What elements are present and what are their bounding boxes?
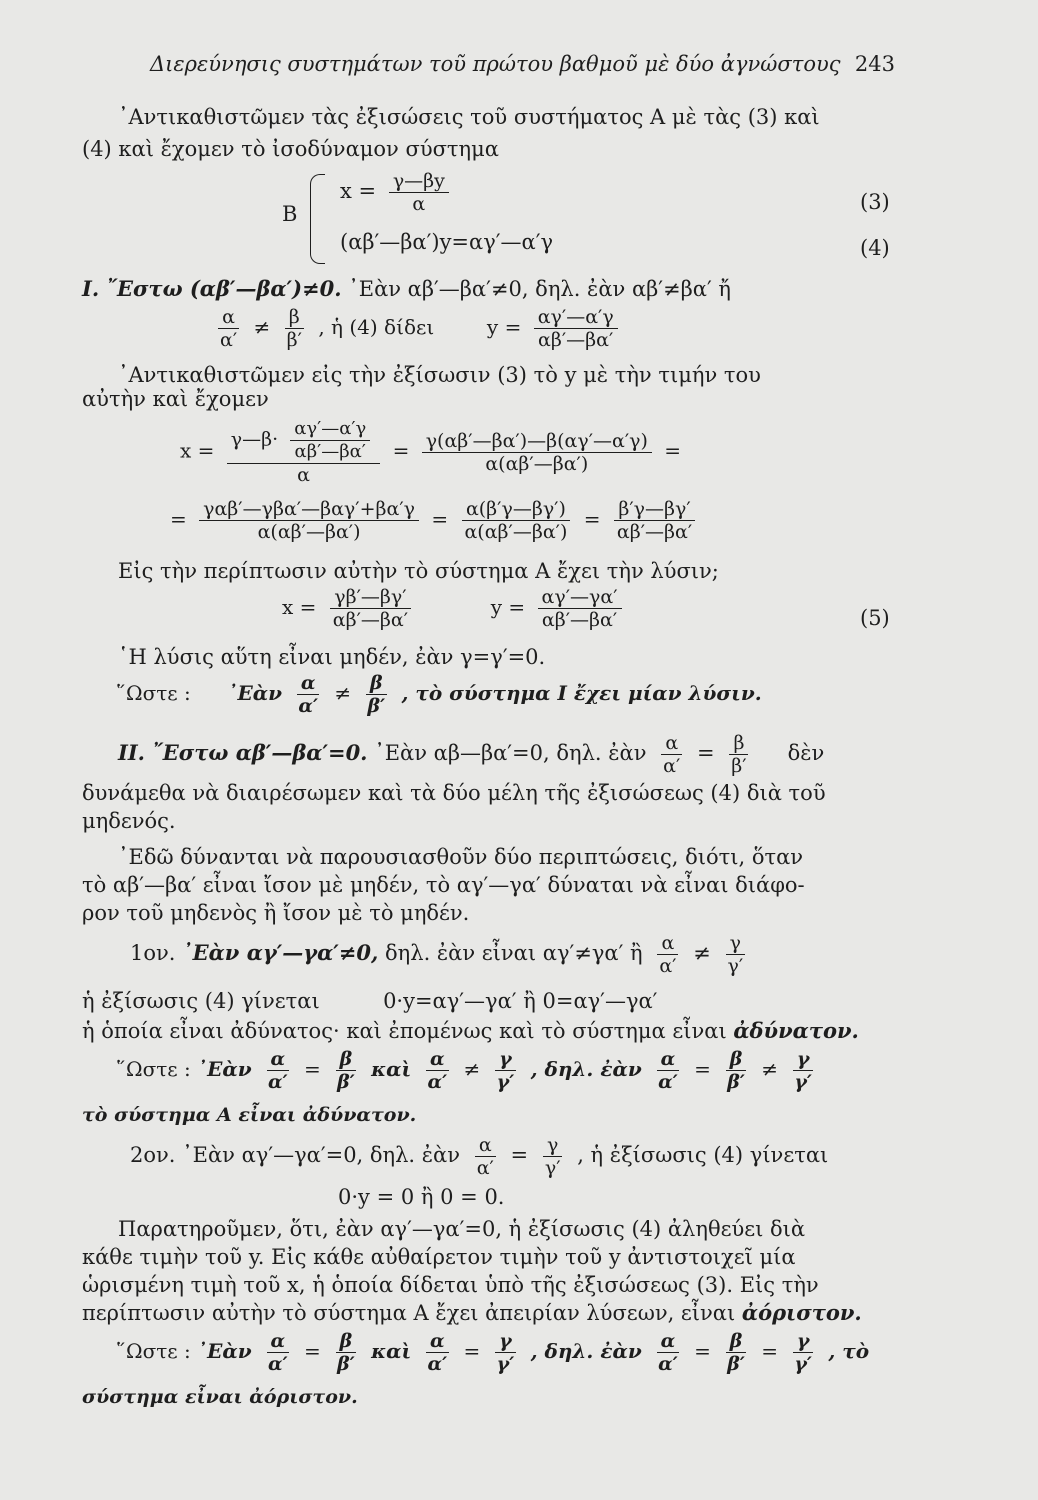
f: [424, 1048, 452, 1093]
ean: ᾿Εὰν: [227, 681, 282, 705]
sub2-para-2: κάθε τιμὴν τοῦ y. Εἰς κάθε αὐθαίρετον τιμὴν τοῦ y ἀντιστοιχεῖ μία: [82, 1245, 796, 1269]
eq-sign: =: [694, 1057, 711, 1081]
num: γαβ′—γβα′—βαγ′+βα′γ: [199, 498, 419, 521]
y-eq: y =: [490, 595, 526, 619]
frac-b-b1: [283, 306, 306, 351]
case2-line: [118, 732, 824, 777]
subst-line-1: ᾿Αντικαθιστῶμεν εἰς τὴν ἐξίσωσιν (3) τὸ y μὲ τὴν τιμήν του: [118, 363, 761, 387]
num: α: [297, 672, 320, 695]
f: [424, 1330, 452, 1375]
den: γ′: [496, 1071, 515, 1093]
system-eq-2: (αβ′—βα′)y=αγ′—α′γ: [340, 230, 554, 254]
sub2-tail: , ἡ ἐξίσωσις (4) γίνεται: [577, 1143, 829, 1167]
f: [264, 1330, 292, 1375]
sub1-last: τὸ σύστημα Α εἶναι ἀδύνατον.: [82, 1104, 417, 1126]
ean: ᾿Εὰν: [197, 1057, 252, 1081]
eq1-den: α: [412, 193, 426, 215]
inner-top: γ—β·: [230, 428, 279, 451]
eq-tag-3: (3): [860, 190, 890, 214]
eq-sign: =: [510, 1143, 529, 1167]
case1-conclusion: [116, 672, 762, 717]
num: β: [336, 1330, 357, 1353]
den: γ′: [794, 1071, 812, 1093]
den: α′: [476, 1157, 494, 1179]
num: α: [267, 1330, 290, 1353]
frac-y: [534, 306, 618, 351]
den: α′: [658, 1071, 678, 1093]
dil: , δηλ. ἐὰν: [530, 1339, 642, 1363]
sub1-conclusion: [116, 1048, 822, 1093]
eq-sign: =: [304, 1339, 321, 1363]
eq-sign: =: [392, 438, 410, 463]
eq-tag-4: (4): [860, 236, 890, 260]
den: γ′: [544, 1157, 561, 1179]
system-brace: [310, 174, 325, 264]
den: α′: [298, 695, 318, 717]
frac-b-b1: [727, 732, 750, 777]
num: α: [475, 1134, 496, 1157]
f: [473, 1134, 498, 1179]
den: α: [297, 464, 310, 486]
num: α(β′γ—βγ′): [462, 498, 570, 521]
p4b: ἀόριστον.: [741, 1300, 862, 1325]
eq-sign: =: [761, 1339, 779, 1363]
num: α: [657, 932, 678, 955]
num: β: [726, 1330, 747, 1353]
system-label: Β: [282, 202, 298, 226]
den: γ′: [496, 1353, 515, 1375]
frac-a-a1: [659, 732, 684, 777]
den: α′: [427, 1353, 448, 1375]
num: β′γ—βγ′: [614, 498, 694, 521]
sub2-conclusion: [116, 1330, 869, 1375]
case1-line: [82, 274, 898, 306]
hoste: ῞Ωστε :: [116, 1057, 191, 1081]
den: αβ′—βα′: [541, 609, 618, 631]
eq-tag-5: (5): [860, 606, 890, 630]
sub1-cond: ᾿Εὰν αγ′—γα′≠0,: [182, 940, 379, 965]
case2-text: ᾿Εὰν αβ—βα′=0, δηλ. ἐὰν: [374, 741, 647, 765]
num: β: [729, 732, 748, 755]
den: αβ′—βα′: [538, 329, 614, 351]
case2-heading: II. ῎Εστω αβ′—βα′=0.: [118, 740, 368, 765]
f: [654, 1330, 682, 1375]
frac-g-g1: [723, 932, 747, 977]
f: [493, 1048, 519, 1093]
y-eq: y =: [486, 315, 522, 339]
sub2-last: σύστημα εἶναι ἀόριστον.: [82, 1386, 358, 1408]
num: β: [336, 1048, 357, 1071]
eq1-num: γ—βy: [389, 170, 449, 193]
page-number: 243: [854, 52, 895, 76]
den: α′: [663, 755, 681, 777]
den: β′: [337, 1353, 355, 1375]
case2-para-3: ρον τοῦ μηδενὸς ἢ ἴσον μὲ τὸ μηδέν.: [82, 901, 470, 925]
p4a: περίπτωσιν αὐτὴν τὸ σύστημα Α ἔχει ἀπειρίαν λύσεων, εἶναι: [82, 1301, 736, 1325]
sub2-para-4: [82, 1298, 898, 1330]
deriv-x: x =: [180, 438, 215, 463]
running-header: [150, 52, 895, 82]
dil: , δηλ. ἐὰν: [530, 1057, 642, 1081]
f: [541, 1134, 565, 1179]
intro-line-1: ᾿Αντικαθιστῶμεν τὰς ἐξισώσεις τοῦ συστήματος Α μὲ τὰς (3) καὶ: [118, 105, 820, 129]
den: α′: [659, 955, 677, 977]
den: αβ′—βα′: [332, 609, 409, 631]
frac-a-a1: [216, 306, 241, 351]
sub1-line-3: [82, 1016, 898, 1048]
f: [654, 1048, 682, 1093]
f: [723, 1048, 749, 1093]
sub1-text: δηλ. ἐὰν εἶναι αγ′≠γα′ ἢ: [385, 941, 643, 965]
den: β′: [337, 1071, 355, 1093]
sub2-para-3: ὡρισμένη τιμὴ τοῦ x, ἡ ὁποία δίδεται ὑπὸ τῆς ἐξισώσεως (3). Εἰς τὴν: [82, 1273, 819, 1297]
frac-b-b1: [363, 672, 389, 717]
den: α′: [268, 1071, 288, 1093]
sub2-para-1: Παρατηροῦμεν, ὅτι, ἐὰν αγ′—γα′=0, ἡ ἐξίσωσις (4) ἀληθεύει διὰ: [118, 1217, 806, 1241]
case2-tail: δὲν: [787, 741, 825, 765]
subst-line-2: αὐτὴν καὶ ἔχομεν: [82, 387, 269, 411]
deriv-frac-3: [460, 498, 571, 543]
den: γ′: [727, 955, 744, 977]
deriv-frac-4: [613, 498, 696, 543]
den: αβ′—βα′: [294, 441, 366, 462]
num: α: [267, 1048, 290, 1071]
eq-sign: =: [431, 507, 449, 531]
sub1-line: [130, 932, 753, 977]
compound-num: [227, 418, 380, 464]
case2-line-2: δυνάμεθα νὰ διαιρέσωμεν καὶ τὰ δύο μέλη τῆς ἐξισώσεως (4) διὰ τοῦ: [82, 781, 826, 805]
sub2-line: [130, 1134, 828, 1179]
case1-mid: , ἡ (4) δίδει: [318, 315, 435, 339]
neq-sign: ≠: [334, 681, 352, 705]
den: α′: [268, 1353, 288, 1375]
f: [333, 1330, 359, 1375]
num: γ: [793, 1048, 814, 1071]
sub2-eqline: 0·y = 0 ἢ 0 = 0.: [338, 1185, 505, 1209]
frac-a-a1: [294, 672, 322, 717]
eq-sign: =: [664, 438, 682, 463]
num: αγ′—γα′: [538, 586, 622, 609]
inner-fraction: [290, 418, 370, 463]
eq-sign: =: [304, 1057, 321, 1081]
eq-sign: =: [697, 741, 715, 765]
den: β′: [367, 695, 386, 717]
num: α: [426, 1048, 449, 1071]
hoste: ῞Ωστε :: [116, 1339, 191, 1363]
sub1-l2b: 0·y=αγ′—γα′ ἢ 0=αγ′—γα′: [383, 989, 658, 1013]
conclusion: , τὸ σύστημα I ἔχει μίαν λύσιν.: [401, 681, 762, 705]
num: γ: [495, 1048, 516, 1071]
num: β: [285, 306, 304, 329]
den: αβ′—βα′: [616, 521, 693, 543]
den: γ′: [794, 1353, 812, 1375]
num: β: [366, 672, 387, 695]
deriv-frac-1: [422, 430, 652, 475]
sub1-l3a: ἡ ὁποία εἶναι ἀδύνατος· καὶ ἐπομένως καὶ τὸ σύστημα εἶναι: [82, 1019, 727, 1043]
sol-y-frac: [538, 586, 622, 631]
neq-sign: ≠: [761, 1057, 779, 1081]
f: [333, 1048, 359, 1093]
eq-sign: =: [463, 1339, 481, 1363]
to: , τὸ: [828, 1339, 870, 1363]
frac-a-a1: [655, 932, 680, 977]
sub2-label: 2ον.: [130, 1143, 176, 1167]
ean: ᾿Εὰν: [197, 1339, 252, 1363]
den: β′: [286, 329, 302, 351]
den: β′: [731, 755, 747, 777]
solution-intro: Εἰς τὴν περίπτωσιν αὐτὴν τὸ σύστημα Α ἔχει τὴν λύσιν;: [118, 559, 719, 583]
f: [264, 1048, 292, 1093]
sub2-text: ᾿Εὰν αγ′—γα′=0, δηλ. ἐὰν: [182, 1143, 461, 1167]
header-title: Διερεύνησις συστημάτων τοῦ πρώτου βαθμοῦ μὲ δύο ἀγνώστους: [150, 52, 841, 76]
compound-fraction: [227, 418, 380, 486]
eq1-fraction: [389, 170, 449, 215]
num: α: [426, 1330, 449, 1353]
den: α(αβ′—βα′): [485, 452, 589, 475]
sub1-l3b: ἀδύνατον.: [733, 1018, 859, 1043]
den: β′: [727, 1071, 745, 1093]
eq-sign: =: [170, 507, 187, 531]
solution-5: [282, 586, 628, 631]
kai: καὶ: [371, 1057, 412, 1081]
num: α: [657, 1048, 680, 1071]
f: [723, 1330, 749, 1375]
num: αγ′—α′γ: [534, 306, 618, 329]
f: [790, 1048, 816, 1093]
intro-line-2: (4) καὶ ἔχομεν τὸ ἰσοδύναμον σύστημα: [82, 137, 499, 161]
num: γ(αβ′—βα′)—β(αγ′—α′γ): [422, 430, 652, 453]
num: α: [657, 1330, 680, 1353]
kai: καὶ: [371, 1339, 412, 1363]
num: γ: [543, 1134, 562, 1157]
num: α: [218, 306, 239, 329]
neq-sign: ≠: [463, 1057, 481, 1081]
den: α′: [220, 329, 238, 351]
x-eq: x =: [282, 595, 317, 619]
case2-para-1: ᾿Εδῶ δύνανται νὰ παρουσιασθοῦν δύο περιπτώσεις, διότι, ὅταν: [118, 845, 804, 869]
den: α′: [658, 1353, 678, 1375]
den: α(αβ′—βα′): [464, 521, 568, 543]
num: α: [661, 732, 682, 755]
eq-sign: =: [583, 507, 601, 531]
num: γβ′—βγ′: [330, 586, 410, 609]
sub1-l2a: ἡ ἐξίσωσις (4) γίνεται: [82, 989, 320, 1013]
den: β′: [727, 1353, 745, 1375]
derivation-row-1: [180, 418, 681, 486]
den: α(αβ′—βα′): [257, 521, 361, 543]
f: [493, 1330, 519, 1375]
num: γ: [793, 1330, 814, 1353]
num: γ: [726, 932, 745, 955]
num: αγ′—α′γ: [290, 418, 370, 441]
case1-fractions: [210, 306, 624, 351]
case1-text: ᾿Εὰν αβ′—βα′≠0, δηλ. ἐὰν αβ′≠βα′ ἤ: [348, 277, 731, 301]
sub1-line-2: [82, 986, 898, 1018]
neq-sign: ≠: [253, 315, 271, 339]
system-eq-1: [340, 170, 455, 215]
case2-line-3: μηδενός.: [82, 809, 176, 833]
sol-x-frac: [329, 586, 412, 631]
den: α′: [427, 1071, 448, 1093]
solution-zero: ῾Η λύσις αὕτη εἶναι μηδέν, ἐὰν γ=γ′=0.: [118, 645, 546, 669]
derivation-row-2: [170, 498, 702, 543]
case1-heading: I. ῎Εστω (αβ′—βα′)≠0.: [82, 276, 342, 301]
case2-para-2: τὸ αβ′—βα′ εἶναι ἴσον μὲ μηδέν, τὸ αγ′—γα′ δύναται νὰ εἶναι διάφο-: [82, 873, 805, 897]
eq1-lhs: x =: [340, 179, 377, 203]
eq-sign: =: [694, 1339, 711, 1363]
hoste: ῞Ωστε :: [116, 681, 191, 705]
sub1-label: 1ον.: [130, 941, 176, 965]
deriv-frac-2: [199, 498, 419, 543]
num: β: [726, 1048, 747, 1071]
num: γ: [495, 1330, 516, 1353]
f: [790, 1330, 816, 1375]
neq-sign: ≠: [693, 941, 711, 965]
